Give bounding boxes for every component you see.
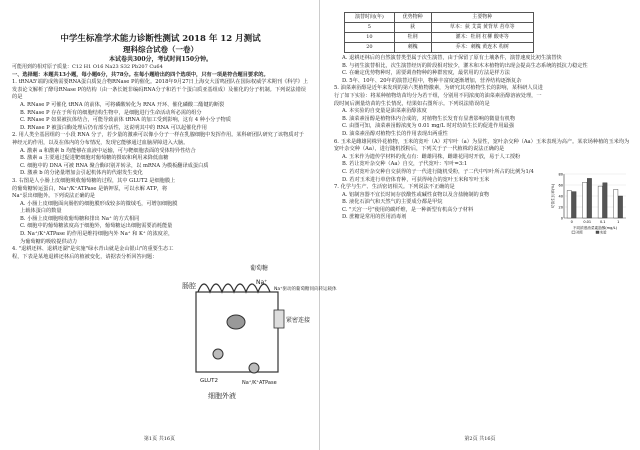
- sodium-pump: [249, 363, 259, 373]
- question-7-option: C. "天宫一号"使用的碳纤维，是一种新型有机高分子材料: [342, 206, 474, 213]
- question-5-block: [334, 85, 544, 138]
- x-tick-label: 0.01: [583, 220, 592, 224]
- glut2-protein: [213, 349, 223, 359]
- table-header: 主要物种: [431, 13, 533, 23]
- question-3-option: C. 细胞中的葡萄糖浓度高于细胞外，葡萄糖运出细胞需要消耗能量: [20, 223, 173, 230]
- cell-outline: [196, 292, 278, 372]
- question-1-option: A. RNase P 可催化 tRNA 的前体，可将磷酸转化为 RNA 开环、催化磷酸二酯键的断裂: [20, 101, 225, 108]
- table-cell: 10: [345, 33, 395, 43]
- growth-bar-chart: [550, 168, 630, 234]
- table-cell: 牡荆: [394, 33, 431, 43]
- section-heading: 一、选择题：本题共13小题，每小题6分，共78分。在每小题给出的四个选项中，只有一项是符合题目要求的。: [12, 71, 269, 78]
- tight-junction: [274, 310, 284, 328]
- table-header-row: [345, 13, 534, 23]
- question-3-stem: 3. 右图是人小肠上皮细胞吸收葡萄糖的过程，其中 GLUT2 是细胞膜上的葡萄糖转运蛋白，Na⁺/K⁺ATPase 是钠钾泵，可以水解 ATP，将 Na⁺泵出细胞外。下列说法正确的是: [12, 177, 176, 200]
- page-1-footer: 第1页 共16页: [143, 436, 176, 443]
- y-tick-label: 20: [558, 205, 563, 210]
- y-tick-label: 0: [560, 216, 563, 221]
- question-2-option: A. 激素 a 和激素 b 均能够在血液中运输，可与靶细胞表面的受体特异性结合: [20, 147, 196, 154]
- page-2: [320, 0, 640, 450]
- question-4-option: B. 与初生演替相比，次生演替经历的阶段相对较少，灌木和木本植物的出现会提高生态系统的抵抗力稳定性: [342, 62, 588, 69]
- table-cell: 5: [345, 23, 395, 33]
- bar: [603, 183, 607, 218]
- question-6-option: D. 若对玉米进行单倍体育种，可获得纯合的宽叶玉米和窄叶玉米: [342, 176, 490, 183]
- pump-label: Na⁺/K⁺ATPase: [242, 380, 277, 386]
- question-4-option: D. 5年、10年、20年的演替过程中，物种丰富度逐渐增加，营养结构逐渐复杂: [342, 77, 522, 84]
- exam-subtitle: 理科综合试卷（一卷）: [123, 45, 198, 54]
- lumen-label: 肠腔: [182, 282, 196, 290]
- y-axis-label: 幼苗生长率(%): [551, 183, 555, 209]
- question-5-stem: 5. 油菜素甾醇是近年来发现的第六类植物激素，为研究其对植物生长的影响，某科研人员进行了如下实验：将某种植物幼苗均分为若干组，分别用不同浓度的油菜素甾醇溶液处理，一段时间后测量幼苗的生长情况，结果如右图所示。下列说法错误的是: [334, 85, 543, 107]
- question-1-stem: 1. tRNA5'端的成熟需要RNA蛋白质复合物RNase P的催化。2018年9月27日上海交大雷鸣团队在国际权威学术期刊《科学》上发表论文解析了酵母RNase P的结构（由一条长链非编码RNA分子和若干个蛋白质亚基组成）及催化的分子机制。下列说法错误的是: [12, 79, 308, 101]
- table-cell: 刺槐: [394, 43, 431, 53]
- junction-label: 紧密连接: [286, 317, 311, 324]
- question-3-option: B. 小肠上皮细胞吸收葡萄糖和排出 Na⁺ 的方式相同: [20, 215, 140, 222]
- glucose-label: 葡萄糖: [250, 265, 269, 272]
- bar: [567, 191, 571, 219]
- question-6-option: C. 若对宽叶杂交种自交获得的子一代进行随机受粉，子二代中窄叶所占的比例为1/4: [342, 168, 534, 175]
- legend-entry: 实验: [600, 230, 607, 235]
- bar: [572, 192, 576, 218]
- table-row: [345, 33, 534, 43]
- question-7-option: B. 液化石油气和天然气的主要成分都是甲烷: [342, 199, 443, 206]
- question-5-option: D. 油菜素甾醇对植物生长的作用表现出两重性: [342, 130, 448, 137]
- na-label: Na⁺: [256, 279, 268, 286]
- table-cell: 乔木：刺槐 黄连木 构树: [431, 43, 533, 53]
- legend-entry: 对照: [576, 230, 583, 235]
- question-7-option: A. 铝制容器不宜长时间存放酸性或碱性食物以及含盐腌制的食物: [342, 191, 490, 198]
- exam-title: 中学生标准学术能力诊断性测试 2018 年 12 月测试: [60, 34, 261, 44]
- question-5-option: B. 油菜素甾醇是植物体内合成的，对植物生长发育有显著影响的微量有机物: [342, 115, 516, 122]
- legend-swatch: [572, 231, 575, 234]
- question-6-option: B. 若让宽叶杂交种（Aa）自交，子代宽叶：窄叶=3:1: [342, 161, 468, 168]
- question-4-option: C. 在确定优势物种时，需要调查物种的种群密度，最常用的方法是样方法: [342, 70, 510, 77]
- question-2-option: D. 激素 b 的分泌量增加会引起机体内的代谢发生变化: [20, 170, 143, 177]
- glut2-label: GLUT2: [200, 378, 218, 384]
- question-1-option: C. RNase P 如果被抗体结合，可能导致前体 tRNA 的加工受到影响，这有 4 种小分子物质: [20, 117, 231, 124]
- y-tick-label: 80: [558, 172, 563, 177]
- exam-notice: 本试卷共300分，考试时间150分钟。: [108, 56, 213, 63]
- question-1-option: B. RNase P 存在于所有的细胞结构生物中，是细胞进行生命活动所必需的组分: [20, 109, 202, 116]
- legend-swatch: [596, 231, 599, 234]
- question-5-option: C. 由图可知，油菜素甾醇浓度为 0.01 mg/L 时对幼苗生长的促进作用最强: [342, 123, 514, 130]
- question-1-option: D. RNase P 被蛋白酶处理后仍有部分活性，这说明其中的 RNA 可以起催化作用: [20, 124, 207, 131]
- extracellular-label: 细胞外液: [208, 392, 236, 400]
- y-tick-label: 40: [558, 194, 563, 199]
- bar: [598, 186, 602, 218]
- question-7-option: D. 蔗糖是常用的医用消毒剂: [342, 214, 407, 221]
- atomic-masses: 可能用到的相对原子质量：C12 H1 O16 Na23 S32 Pb207 Cu64: [12, 64, 163, 70]
- table-header: 演替时间(年): [345, 13, 395, 23]
- table-cell: 灌木：牡荆 杠柳 酸枣等: [431, 33, 533, 43]
- x-axis-label: 不同浓度油菜素甾醇(mg/L): [572, 226, 618, 230]
- question-6-option: A. 玉米作为遗传学材料的优点有：雌雄同株，雌雄花同时开放，易于人工授粉: [342, 153, 521, 160]
- question-3-option: D. Na⁺/K⁺ATPase 的作用是维持细胞内外 Na⁺ 和 K⁺ 的浓度差，为葡萄糖的吸收提供动力: [20, 231, 174, 245]
- question-5-option: A. 本实验的自变量是油菜素甾醇浓度: [342, 108, 427, 115]
- y-tick-label: 60: [558, 183, 563, 188]
- bar: [614, 189, 618, 218]
- bar: [618, 196, 622, 218]
- x-tick-label: 0.1: [599, 220, 606, 224]
- page-2-footer: 第2页 共16页: [464, 436, 496, 443]
- table-cell: 草本：荻 艾蒿 黄背草 苔草等: [431, 23, 533, 33]
- table-cell: 20: [345, 43, 395, 53]
- nucleus: [227, 315, 245, 329]
- table-row: [345, 23, 534, 33]
- x-tick-label: 1: [617, 220, 620, 224]
- cotransporter-note: Na⁺驱动的葡萄糖同向转运载体: [274, 287, 337, 292]
- question-6-stem: 6. 玉米是雌雄同株异花植物，玉米的宽叶（A）对窄叶（a）为显性，宽叶杂交种（Aa）玉米表现为高产。某农场种植的玉米均为宽叶杂交种（Aa），进行随机授粉后，下列关于子一代植株的说法正确的是: [334, 138, 630, 153]
- intestinal-cell-figure: [178, 262, 337, 402]
- question-7-stem: 7. 化学与生产、生活密切相关。下列说法不正确的是: [334, 184, 455, 191]
- question-4-stem: 4. "退耕还林、退耕还湖"是实施"绿水青山就是金山银山"的重要生态工程，下表是某地退耕还林后的植被变化，请据表分析回答问题：: [12, 246, 174, 260]
- question-2-stem: 2. 用人类全基因组的一小段 RNA 分子，若少量的激素可以像小分子一样在乳腺细胞中发挥作用。某科研团队研究了该物质对于神经元的作用，以及在体内的分布情况，发现它能够通过血脑屏障进入大脑。: [12, 132, 304, 146]
- succession-table: [344, 12, 534, 53]
- table-row: [345, 43, 534, 53]
- question-3-option: A. 小肠上皮细胞面向肠腔的细胞膜形成较多的微绒毛，可增加细胞膜上载体蛋白的数量: [20, 200, 178, 215]
- bar: [587, 178, 591, 218]
- x-tick-label: 0: [570, 220, 573, 224]
- question-4-option: A. 退耕还林后的自然演替类型属于次生演替，由于保留了原有土壤条件，演替速度比初生演替快: [342, 55, 562, 61]
- bar: [583, 182, 587, 218]
- table-cell: 荻: [394, 23, 431, 33]
- table-header: 优势物种: [394, 13, 431, 23]
- question-2-option: C. 细胞中的 DNA 可被 RNA 聚合酶识别并转录，以 mRNA 为模板翻译成蛋白质: [20, 162, 209, 169]
- question-2-option: B. 激素 a 主要通过促进靶细胞对葡萄糖的摄取和利用来降低血糖: [20, 155, 169, 162]
